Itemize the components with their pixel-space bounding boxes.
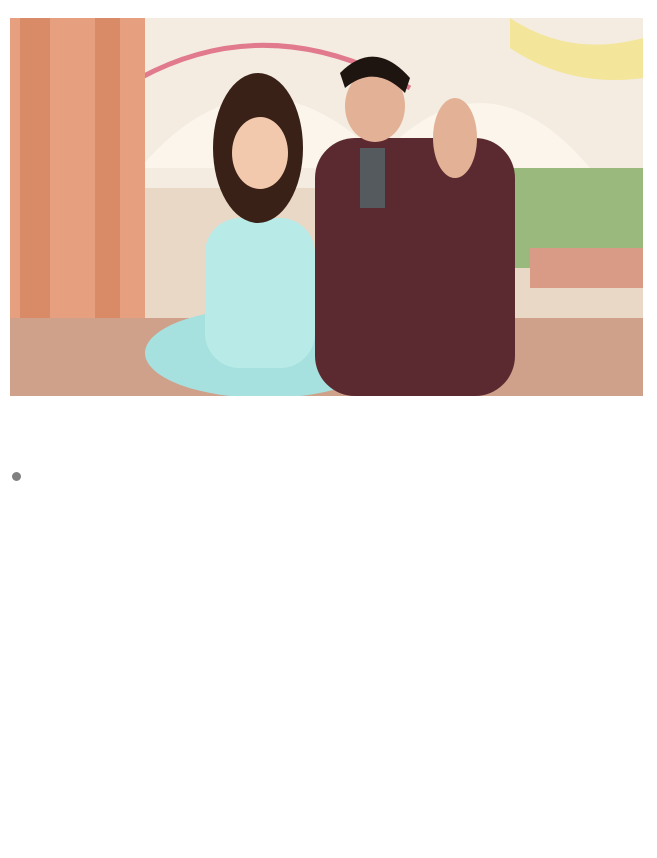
article-column-left (12, 472, 322, 852)
article-photo (10, 18, 643, 396)
bullet-icon (12, 472, 21, 481)
photo-illustration (10, 18, 643, 396)
article-column-right (332, 472, 646, 852)
article-headline (10, 404, 647, 466)
byline (12, 472, 322, 481)
